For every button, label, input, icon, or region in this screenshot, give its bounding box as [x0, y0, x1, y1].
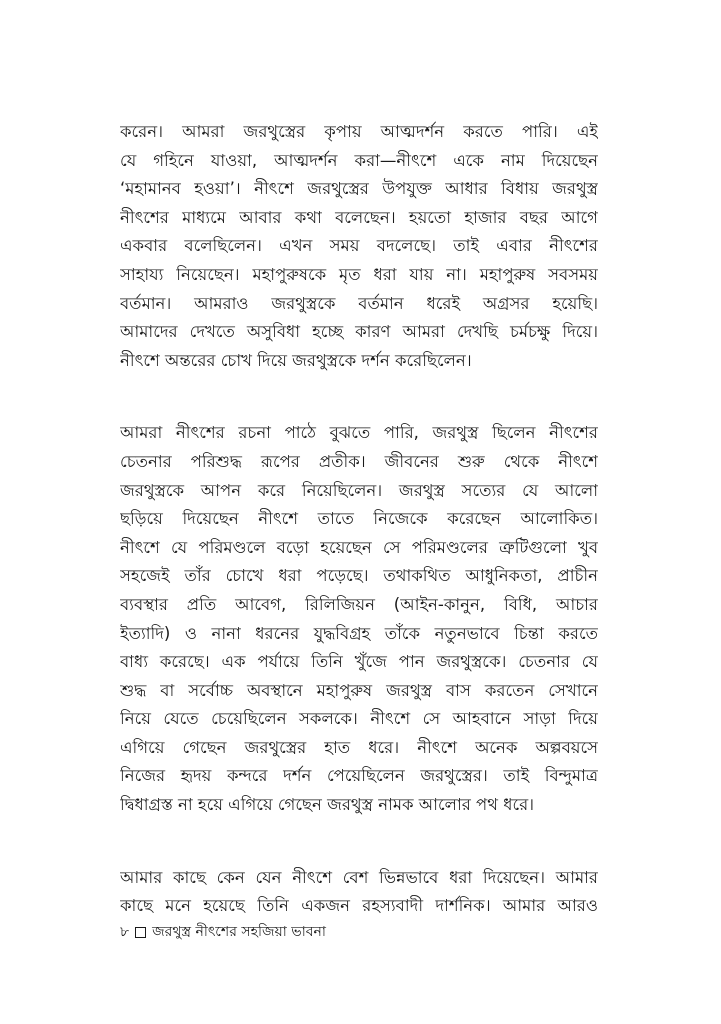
text-line: বাধ্য করেছে। এক পর্যায়ে তিনি খুঁজে পান জরথুস্ত্রকে। চেতনার যে: [120, 652, 598, 672]
text-line: আমরা নীৎশের রচনা পাঠে বুঝতে পারি, জরথুস্ত্র ছিলেন নীৎশের: [120, 423, 598, 443]
text-line: জরথুস্ত্রকে আপন করে নিয়েছিলেন। জরথুস্ত্র সত্যের যে আলো: [120, 480, 598, 500]
paragraph-gap: [120, 375, 598, 419]
text-line: ব্যবস্থার প্রতি আবেগ, রিলিজিয়ন (আইন-কানুন, বিধি, আচার: [120, 594, 598, 614]
text-line: ছড়িয়ে দিয়েছেন নীৎশে তাতে নিজেকে করেছেন আলোকিত।: [120, 509, 598, 529]
square-separator-icon: [135, 927, 146, 938]
text-line: কাছে মনে হয়েছে তিনি একজন রহস্যবাদী দার্শনিক। আমার আরও: [120, 896, 598, 916]
text-line: সাহায্য নিয়েছেন। মহাপুরুষকে মৃত ধরা যায় না। মহাপুরুষ সবসময়: [120, 264, 598, 284]
text-line: আমার কাছে কেন যেন নীৎশে বেশ ভিন্নভাবে ধরা দিয়েছেন। আমার: [120, 867, 598, 887]
paragraph-1: [120, 118, 598, 375]
text-line: বর্তমান। আমরাও জরথুস্ত্রকে বর্তমান ধরেই অগ্রসর হয়েছি।: [120, 293, 598, 313]
page-number: ৮: [120, 924, 130, 940]
text-line: যে গহিনে যাওয়া, আত্মদর্শন করা—নীৎশে একে নাম দিয়েছেন: [120, 150, 598, 170]
text-line: চেতনার পরিশুদ্ধ রূপের প্রতীক। জীবনের শুরু থেকে নীৎশে: [120, 451, 598, 471]
text-line: নীৎশে যে পরিমণ্ডলে বড়ো হয়েছেন সে পরিমণ্ডলের ত্রুটিগুলো খুব: [120, 537, 598, 557]
page-footer: [120, 922, 326, 942]
text-line: নীৎশের মাধ্যমে আবার কথা বলেছেন। হয়তো হাজার বছর আগে: [120, 207, 598, 227]
text-line: নীৎশে অন্তরের চোখ দিয়ে জরথুস্ত্রকে দর্শন করেছিলেন।: [120, 350, 472, 370]
running-title: জরথুস্ত্র নীৎশের সহজিয়া ভাবনা: [152, 924, 326, 940]
paragraph-2: [120, 419, 598, 819]
paragraph-gap: [120, 820, 598, 864]
text-line: নিয়ে যেতে চেয়েছিলেন সকলকে। নীৎশে সে আহবানে সাড়া দিয়ে: [120, 709, 598, 729]
text-line: এগিয়ে গেছেন জরথুস্ত্রের হাত ধরে। নীৎশে অনেক অল্পবয়সে: [120, 737, 598, 757]
text-line: শুদ্ধ বা সর্বোচ্চ অবস্থানে মহাপুরুষ জরথুস্ত্র বাস করতেন সেখানে: [120, 680, 598, 700]
paragraph-3: [120, 864, 598, 921]
text-line: ইত্যাদি) ও নানা ধরনের যুদ্ধবিগ্রহ তাঁকে নতুনভাবে চিন্তা করতে: [120, 623, 598, 643]
body-text: [120, 118, 598, 921]
text-line: ‘মহামানব হওয়া’। নীৎশে জরথুস্ত্রের উপযুক্ত আধার বিধায় জরথুস্ত্র: [120, 179, 598, 199]
text-line: সহজেই তাঁর চোখে ধরা পড়েছে। তথাকথিত আধুনিকতা, প্রাচীন: [120, 566, 598, 586]
text-line: আমাদের দেখতে অসুবিধা হচ্ছে কারণ আমরা দেখছি চর্মচক্ষু দিয়ে।: [120, 322, 598, 342]
text-line: করেন। আমরা জরথুস্ত্রের কৃপায় আত্মদর্শন করতে পারি। এই: [120, 122, 598, 141]
text-line: একবার বলেছিলেন। এখন সময় বদলেছে। তাই এবার নীৎশের: [120, 236, 598, 256]
text-line: দ্বিধাগ্রস্ত না হয়ে এগিয়ে গেছেন জরথুস্ত্র নামক আলোর পথ ধরে।: [120, 795, 535, 815]
text-line: নিজের হৃদয় কন্দরে দর্শন পেয়েছিলেন জরথুস্ত্রের। তাই বিন্দুমাত্র: [120, 766, 598, 786]
